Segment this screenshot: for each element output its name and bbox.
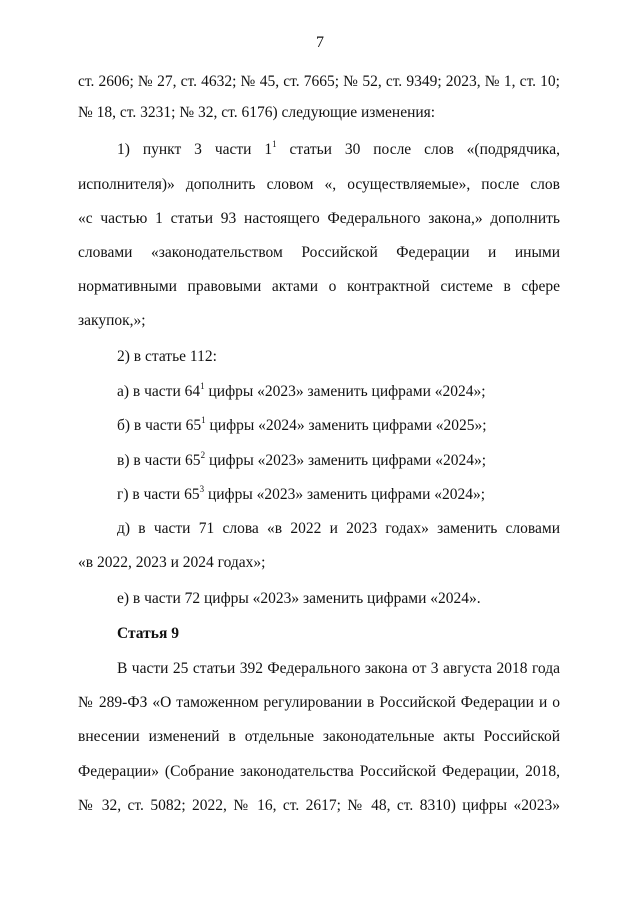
text-line: Федерации» (Собрание законодательства Российской Федерации, 2018, xyxy=(78,763,560,780)
text-line: исполнителя)» дополнить словом «, осуществляемые», после слов xyxy=(78,176,560,193)
page-number: 7 xyxy=(316,34,324,51)
item-2-heading: 2) в статье 112: xyxy=(117,348,217,365)
superscript: 3 xyxy=(199,484,205,494)
text-line: «с частью 1 статьи 93 настоящего Федерального закона,» дополнить xyxy=(78,210,560,227)
text-fragment: цифры «2023» заменить цифрами «2024»; xyxy=(204,486,486,503)
text-line: В части 25 статьи 392 Федерального закона от 3 августа 2018 года xyxy=(117,660,560,677)
superscript: 1 xyxy=(272,139,277,149)
text-fragment: а) в части 64 xyxy=(117,383,201,400)
superscript: 1 xyxy=(201,415,206,425)
text-line: нормативными правовыми актами о контрактной системе в сфере xyxy=(78,278,560,295)
item-2-b xyxy=(117,416,560,436)
text-fragment: б) в части 65 xyxy=(117,417,202,434)
item-2-g xyxy=(117,485,560,505)
item-2-a xyxy=(117,382,560,402)
text-line: № 32, ст. 5082; 2022, № 16, ст. 2617; № 48, ст. 8310) цифры «2023» xyxy=(78,797,560,814)
text-line: № 289-ФЗ «О таможенном регулировании в Российской Федерации и о xyxy=(78,694,560,711)
item-2-v xyxy=(117,451,560,471)
text-fragment: цифры «2024» заменить цифрами «2025»; xyxy=(205,417,487,434)
text-line: словами «законодательством Российской Федерации и иными xyxy=(78,244,560,261)
text-fragment: г) в части 65 xyxy=(117,486,200,503)
text-line: № 18, ст. 3231; № 32, ст. 6176) следующие изменения: xyxy=(78,104,436,121)
text-line: внесении изменений в отдельные законодательные акты Российской xyxy=(78,728,560,745)
text-line: ст. 2606; № 27, ст. 4632; № 45, ст. 7665; № 52, ст. 9349; 2023, № 1, ст. 10; xyxy=(78,73,560,90)
text-fragment: цифры «2023» заменить цифрами «2024»; xyxy=(204,383,486,400)
item-1-line xyxy=(117,140,560,160)
item-2-d-line: д) в части 71 слова «в 2022 и 2023 годах» заменить словами xyxy=(117,520,560,537)
article-heading: Статья 9 xyxy=(117,625,179,642)
superscript: 1 xyxy=(200,381,205,391)
text-fragment: 1) пункт 3 части 1 xyxy=(117,141,273,158)
item-2-e: е) в части 72 цифры «2023» заменить цифрами «2024». xyxy=(117,590,481,607)
text-line: закупок,»; xyxy=(78,312,146,329)
text-fragment: цифры «2023» заменить цифрами «2024»; xyxy=(205,452,487,469)
text-line: «в 2022, 2023 и 2024 годах»; xyxy=(78,554,266,571)
superscript: 2 xyxy=(200,450,206,460)
text-fragment: статьи 30 после слов «(подрядчика, xyxy=(276,141,560,158)
text-fragment: в) в части 65 xyxy=(117,452,201,469)
